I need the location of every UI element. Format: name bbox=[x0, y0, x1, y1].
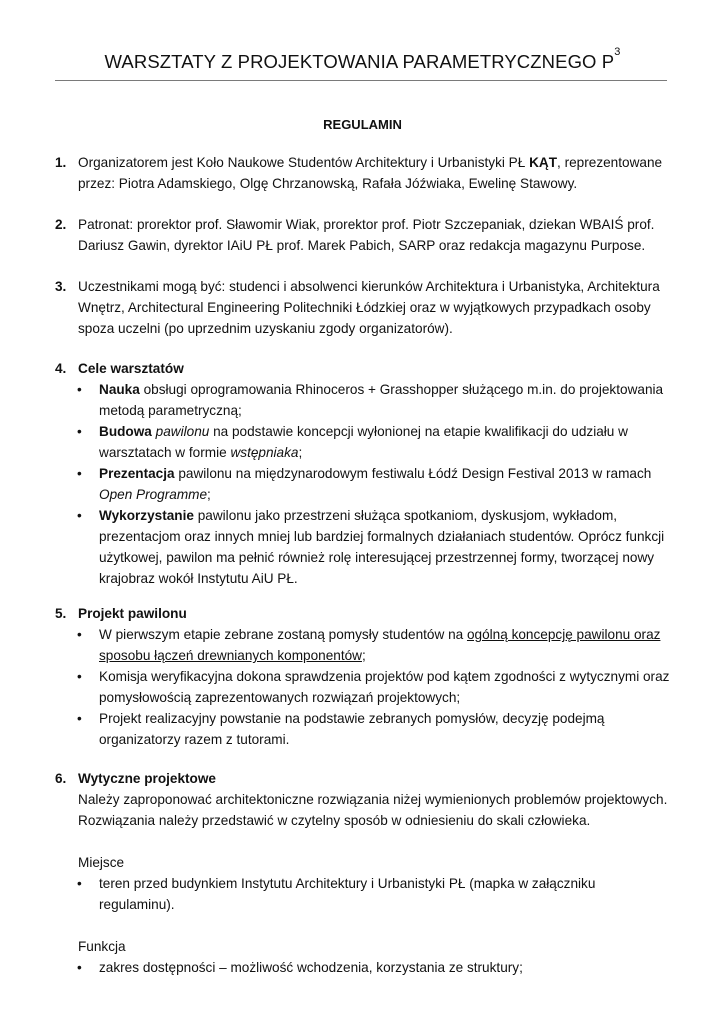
section-body bbox=[78, 768, 670, 873]
item-italic: wstępniaka bbox=[230, 445, 299, 460]
item-text: pawilonu na międzynarodowym festiwalu Łódź Design Festival 2013 w ramach bbox=[174, 466, 652, 481]
list-item bbox=[77, 379, 670, 421]
item-underlined: ogólną koncepcję pawilonu oraz sposobu łączeń drewnianych komponentów bbox=[99, 627, 661, 663]
section-number: 4. bbox=[55, 361, 67, 376]
list-item bbox=[77, 666, 670, 708]
bullet-glyph: • bbox=[77, 466, 82, 481]
item-bold: Wykorzystanie bbox=[99, 508, 194, 523]
item-text: teren przed budynkiem Instytutu Architektury i Urbanistyki PŁ (mapka w załączniku regulaminu). bbox=[99, 876, 596, 912]
section-6 bbox=[55, 768, 670, 978]
section-6-title: Wytyczne projektowe bbox=[78, 771, 216, 786]
section-5-title: Projekt pawilonu bbox=[78, 606, 187, 621]
section-3-text: Uczestnikami mogą być: studenci i absolwenci kierunków Architektura i Urbanistyka, Architektura Wnętrz, Architectural Engineering Politechniki Łódzkiej oraz w wyjątkowych przypadkach osoby spoza uczelni (po uprzednim uzyskaniu zgody organizatorów). bbox=[78, 279, 660, 336]
item-bold: Budowa bbox=[99, 424, 152, 439]
section-number: 6. bbox=[55, 771, 67, 786]
section-1-kat-bold: KĄT bbox=[529, 155, 558, 170]
section-number: 5. bbox=[55, 606, 67, 621]
item-text: pawilonu jako przestrzeni służąca spotkaniom, dyskusjom, wykładom, prezentacjom oraz innych mniej lub bardziej formalnych działaniach studentów. Oprócz funkcji użytkowej, pawilon ma pełnić również rolę interesującej przestrzennej formy, tworzącej nowy krajobraz wokół Instytutu AiU PŁ. bbox=[99, 508, 665, 586]
section-5 bbox=[55, 603, 670, 750]
section-body bbox=[78, 152, 670, 194]
section-6-intro: Należy zaproponować architektoniczne rozwiązania niżej wymienionych problemów projektowych. Rozwiązania należy przedstawić w czytelny sposób w odniesieniu do skali człowieka. bbox=[78, 792, 668, 828]
miejsce-list bbox=[77, 873, 670, 915]
list-item bbox=[77, 505, 670, 589]
section-body bbox=[78, 603, 670, 624]
page-header-title bbox=[0, 46, 725, 74]
item-text: W pierwszym etapie zebrane zostaną pomysły studentów na bbox=[99, 627, 467, 642]
item-text: ; bbox=[207, 487, 211, 502]
list-item bbox=[77, 624, 670, 666]
bullet-glyph: • bbox=[77, 960, 82, 975]
section-4-title: Cele warsztatów bbox=[78, 361, 184, 376]
list-item bbox=[77, 957, 670, 978]
list-item bbox=[77, 421, 670, 463]
section-1-text-after: , reprezentowane przez: Piotra Adamskiego, Olgę Chrzanowską, Rafała Jóźwiaka, Ewelinę Stawowy. bbox=[78, 155, 663, 191]
bullet-glyph: • bbox=[77, 627, 82, 642]
section-3 bbox=[55, 276, 670, 339]
header-divider bbox=[55, 80, 667, 81]
item-text: na podstawie koncepcji wyłonionej na etapie kwalifikacji do udziału w warsztatach w formie bbox=[99, 424, 628, 460]
section-number: 1. bbox=[55, 155, 67, 170]
funkcja-list bbox=[77, 957, 670, 978]
header-title-superscript: 3 bbox=[614, 46, 621, 58]
document-heading: REGULAMIN bbox=[323, 117, 402, 132]
section-2 bbox=[55, 214, 670, 256]
item-text: obsługi oprogramowania Rhinoceros + Grasshopper służącego m.in. do projektowania metodą parametryczną; bbox=[99, 382, 664, 418]
section-number: 2. bbox=[55, 217, 67, 232]
item-bold: Nauka bbox=[99, 382, 140, 397]
section-4 bbox=[55, 358, 670, 589]
item-text: Komisja weryfikacyjna dokona sprawdzenia projektów pod kątem zgodności z wytycznymi oraz pomysłowością zaprezentowanych rozwiązań projektowych; bbox=[99, 669, 670, 705]
list-item bbox=[77, 463, 670, 505]
item-italic: Open Programme bbox=[99, 487, 208, 502]
list-item bbox=[77, 708, 670, 750]
bullet-glyph: • bbox=[77, 508, 82, 523]
list-item bbox=[77, 873, 670, 915]
section-2-text: Patronat: prorektor prof. Sławomir Wiak, prorektor prof. Piotr Szczepaniak, dziekan WBAIŚ prof. Dariusz Gawin, dyrektor IAiU PŁ prof. Marek Pabich, SARP oraz redakcja magazynu Purpose. bbox=[78, 217, 655, 253]
bullet-glyph: • bbox=[77, 711, 82, 726]
section-1-text-before: Organizatorem jest Koło Naukowe Studentów Architektury i Urbanistyki PŁ bbox=[78, 155, 530, 170]
item-text: zakres dostępności – możliwość wchodzenia, korzystania ze struktury; bbox=[99, 960, 523, 975]
pavilion-project-list bbox=[77, 624, 670, 750]
funkcja-label: Funkcja bbox=[78, 939, 126, 954]
section-body bbox=[78, 936, 670, 957]
item-text: ; bbox=[361, 648, 366, 663]
bullet-glyph: • bbox=[77, 876, 82, 891]
section-body bbox=[78, 358, 670, 379]
bullet-glyph: • bbox=[77, 424, 82, 439]
item-text: Projekt realizacyjny powstanie na podstawie zebranych pomysłów, decyzję podejmą organizatorzy razem z tutorami. bbox=[99, 711, 605, 747]
miejsce-label: Miejsce bbox=[78, 855, 125, 870]
bullet-glyph: • bbox=[77, 382, 82, 397]
section-1 bbox=[55, 152, 670, 194]
section-number: 3. bbox=[55, 279, 67, 294]
goals-list bbox=[77, 379, 670, 589]
item-italic: pawilonu bbox=[155, 424, 210, 439]
item-bold: Prezentacja bbox=[99, 466, 175, 481]
item-text: ; bbox=[298, 445, 303, 460]
bullet-glyph: • bbox=[77, 669, 82, 684]
header-title-text: WARSZTATY Z PROJEKTOWANIA PARAMETRYCZNEGO P bbox=[104, 51, 615, 72]
